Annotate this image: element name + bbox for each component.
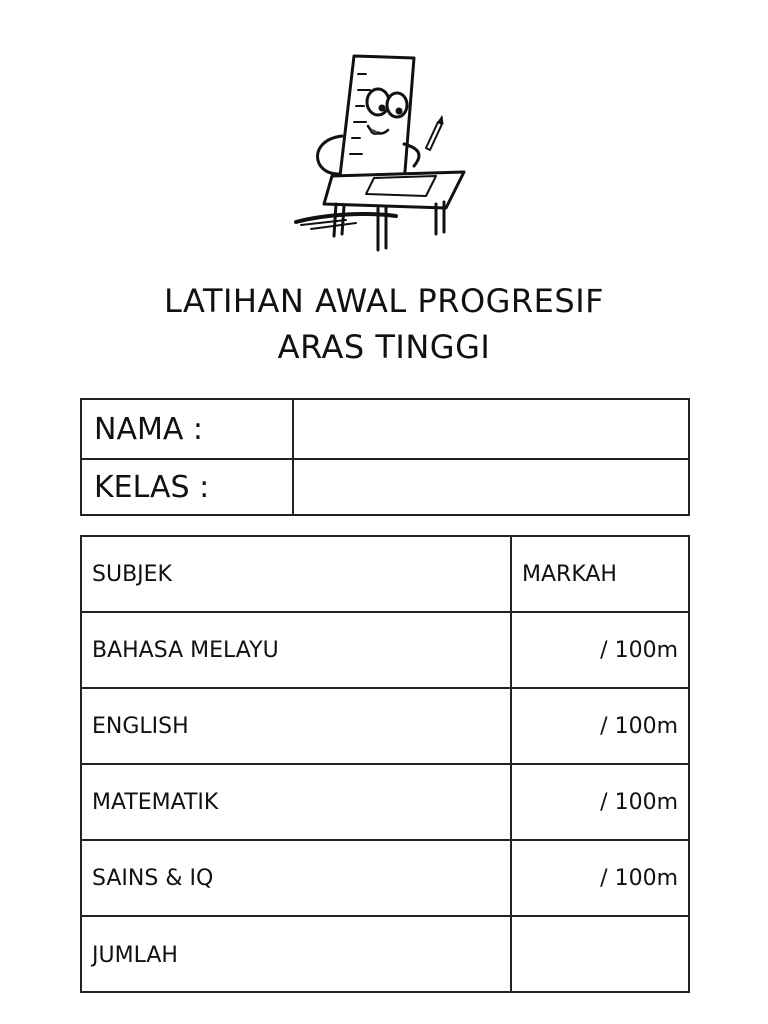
total-row xyxy=(82,917,688,993)
class-row xyxy=(82,458,688,516)
class-field[interactable] xyxy=(282,458,688,516)
name-label: NAMA : xyxy=(82,400,294,458)
table-row xyxy=(82,613,688,689)
name-field[interactable] xyxy=(282,400,688,458)
mark-cell[interactable]: / 100m xyxy=(600,789,678,815)
subject-header: SUBJEK xyxy=(82,537,512,611)
mark-cell[interactable]: / 100m xyxy=(600,865,678,891)
name-row xyxy=(82,400,688,460)
page-title: LATIHAN AWAL PROGRESIF xyxy=(163,282,605,320)
student-info-table xyxy=(80,398,690,516)
total-mark-cell[interactable] xyxy=(512,917,688,993)
class-label: KELAS : xyxy=(82,458,294,516)
subject-cell: MATEMATIK xyxy=(82,765,512,839)
mark-cell[interactable]: / 100m xyxy=(600,637,678,663)
marks-table xyxy=(80,535,690,993)
page-subtitle: ARAS TINGGI xyxy=(277,328,491,366)
mark-header: MARKAH xyxy=(522,561,617,587)
table-header-row xyxy=(82,537,688,613)
table-row xyxy=(82,765,688,841)
mark-cell[interactable]: / 100m xyxy=(600,713,678,739)
total-label: JUMLAH xyxy=(82,917,512,993)
table-row xyxy=(82,689,688,765)
table-row xyxy=(82,841,688,917)
subject-cell: ENGLISH xyxy=(82,689,512,763)
subject-cell: BAHASA MELAYU xyxy=(82,613,512,687)
ruler-character-writing-icon xyxy=(286,44,486,254)
subject-cell: SAINS & IQ xyxy=(82,841,512,915)
